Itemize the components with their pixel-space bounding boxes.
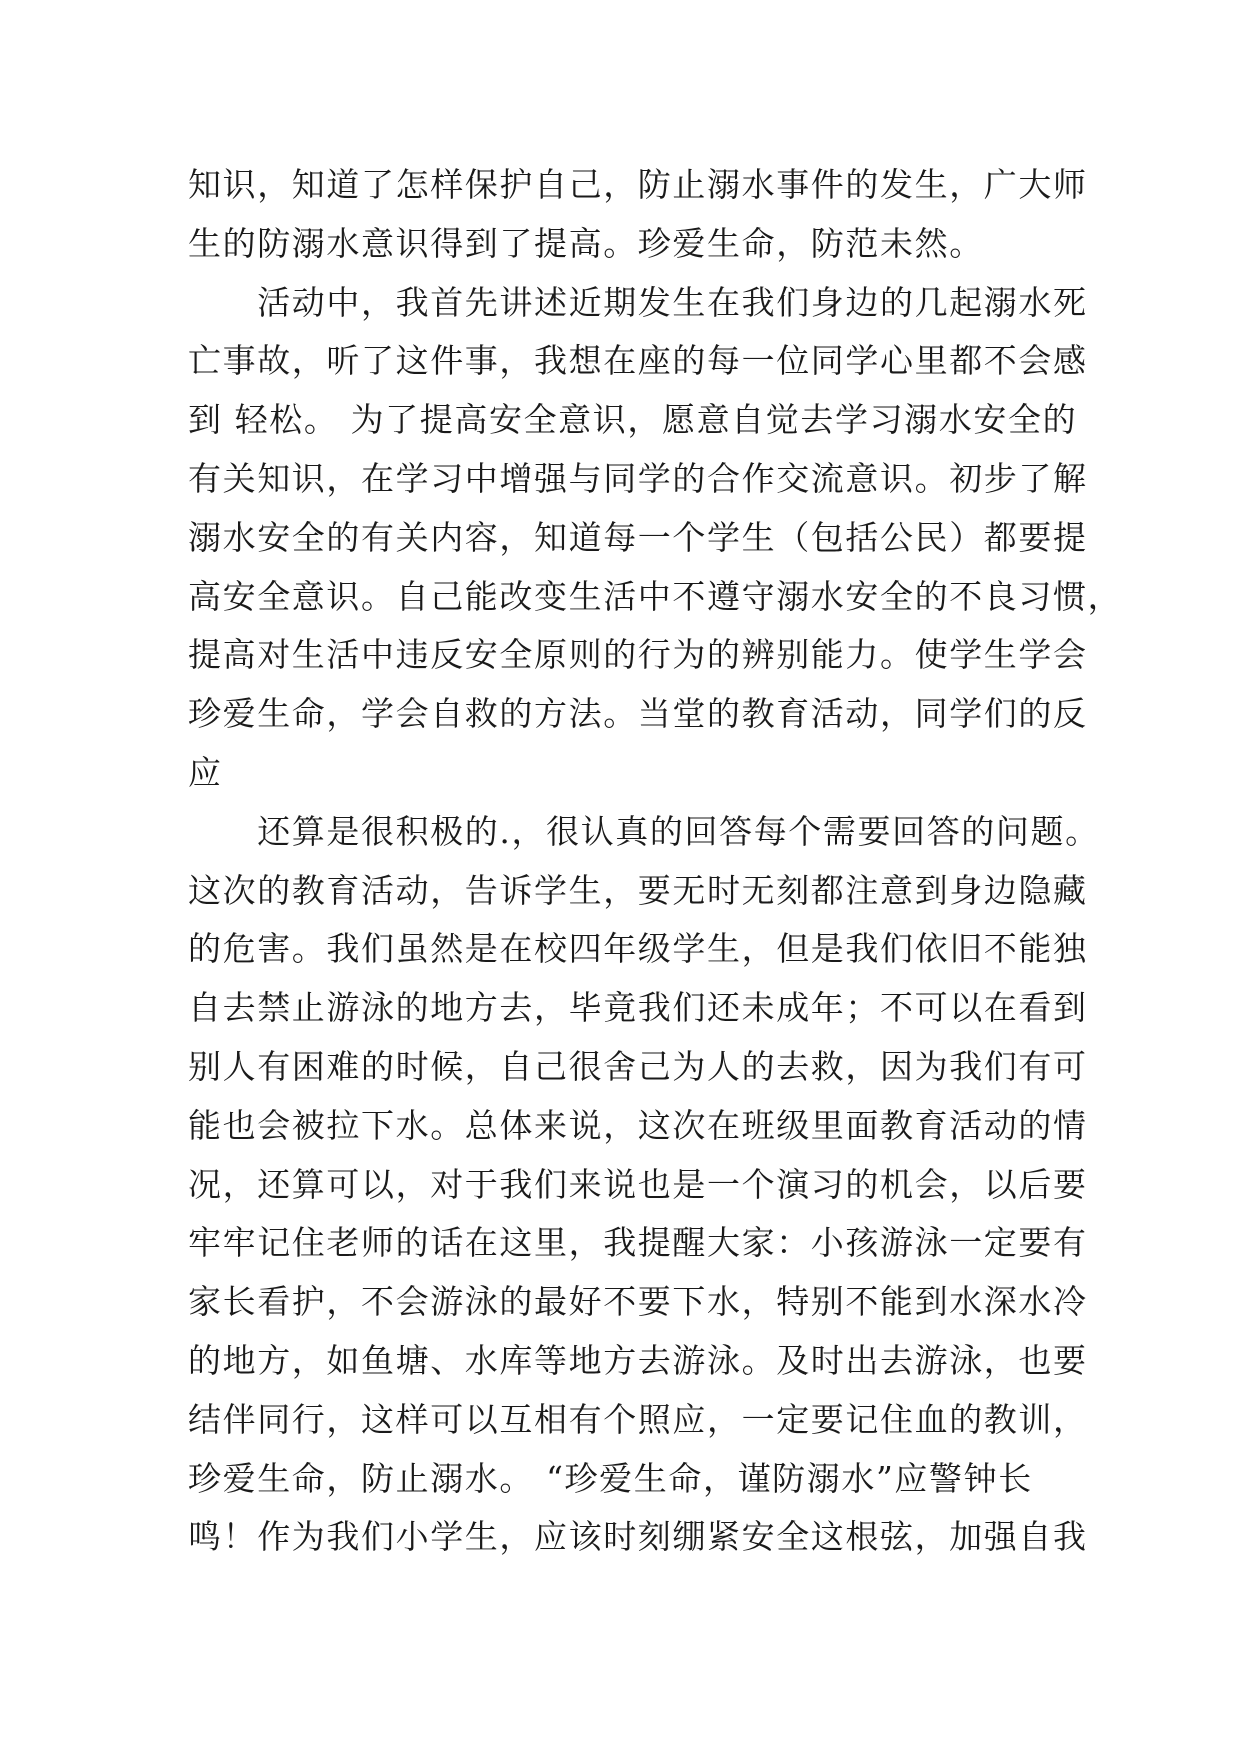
text-line: 应 [188,752,223,792]
text-line: 到 轻松。 为了提高安全意识，愿意自觉去学习溺水安全的 [188,400,1078,440]
text-line: 珍爱生命，学会自救的方法。当堂的教育活动，同学们的反 [188,694,1088,734]
text-line: 知识，知道了怎样保护自己，防止溺水事件的发生，广大师 [188,165,1088,204]
text-line: 活动中，我首先讲述近期发生在我们身边的几起溺水死 [188,282,1088,322]
text-line: 这次的教育活动，告诉学生，要无时无刻都注意到身边隐藏 [188,870,1088,910]
text-line: 能也会被拉下水。总体来说，这次在班级里面教育活动的情 [188,1105,1088,1145]
text-line: 生的防溺水意识得到了提高。珍爱生命，防范未然。 [188,223,984,263]
text-line: 鸣！作为我们小学生，应该时刻绷紧安全这根弦，加强自我 [188,1517,1088,1557]
text-line: 溺水安全的有关内容，知道每一个学生（包括公民）都要提 [188,517,1088,557]
text-line: 的地方，如鱼塘、水库等地方去游泳。及时出去游泳，也要 [188,1340,1088,1380]
text-line: 高安全意识。自己能改变生活中不遵守溺水安全的不良习惯， [188,576,1123,616]
text-line: 别人有困难的时候，自己很舍己为人的去救，因为我们有可 [188,1046,1088,1086]
text-line: 牢牢记住老师的话在这里，我提醒大家：小孩游泳一定要有 [188,1223,1088,1263]
text-line: 家长看护，不会游泳的最好不要下水，特别不能到水深水冷 [188,1282,1088,1322]
text-line: 况，还算可以，对于我们来说也是一个演习的机会，以后要 [188,1164,1088,1204]
text-line: 自去禁止游泳的地方去，毕竟我们还未成年；不可以在看到 [188,988,1088,1028]
text-line: 珍爱生命，防止溺水。 “珍爱生命，谨防溺水”应警钟长 [188,1458,1033,1498]
text-line: 还算是很积极的.，很认真的回答每个需要回答的问题。 [188,811,1100,851]
text-line: 结伴同行，这样可以互相有个照应，一定要记住血的教训， [188,1399,1088,1439]
document-body [188,156,1123,1567]
text-line: 的危害。我们虽然是在校四年级学生，但是我们依旧不能独 [188,929,1088,969]
text-line: 有关知识，在学习中增强与同学的合作交流意识。初步了解 [188,458,1088,498]
text-line: 亡事故，听了这件事，我想在座的每一位同学心里都不会感 [188,341,1088,381]
text-line: 提高对生活中违反安全原则的行为的辨别能力。使学生学会 [188,635,1088,675]
